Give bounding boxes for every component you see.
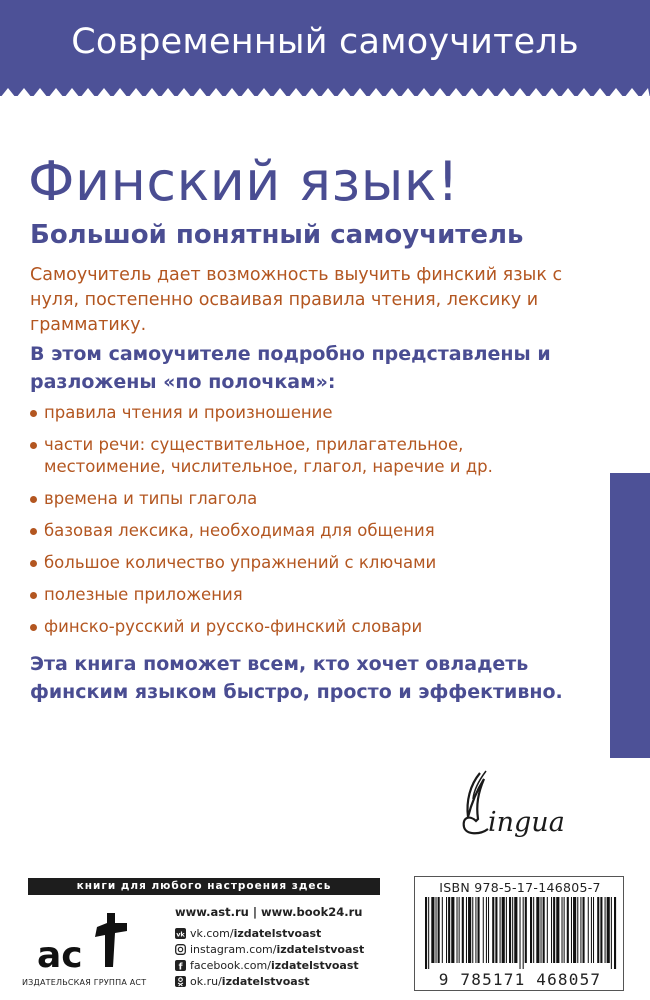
barcode-bar bbox=[577, 897, 578, 963]
barcode-bar bbox=[573, 897, 576, 963]
website-links[interactable]: www.ast.ru | www.book24.ru bbox=[175, 905, 363, 919]
barcode-bar bbox=[478, 897, 480, 963]
facebook-icon bbox=[175, 960, 186, 971]
barcode-bar bbox=[556, 897, 559, 963]
barcode-bar bbox=[551, 897, 552, 963]
barcode-bar bbox=[448, 897, 450, 963]
svg-text:ingua: ingua bbox=[488, 807, 565, 838]
list-item: времена и типы глагола bbox=[30, 488, 590, 510]
list-item: большое количество упражнений с ключами bbox=[30, 552, 590, 574]
barcode-bar bbox=[530, 897, 532, 963]
barcode-digits: 9 785171 468057 bbox=[438, 970, 602, 989]
zigzag-edge bbox=[0, 84, 650, 98]
barcode bbox=[423, 897, 617, 969]
intro-paragraph: Самоучитель дает возможность выучить финский язык с нуля, постепенно осваивая правила чтения, лексику и грамматику. bbox=[30, 265, 563, 335]
isbn-number: ISBN 978-5-17-146805-7 bbox=[439, 880, 601, 895]
book-title: Финский язык! bbox=[28, 150, 460, 213]
barcode-bar bbox=[483, 897, 484, 963]
barcode-bar bbox=[536, 897, 539, 963]
barcode-bar bbox=[425, 897, 427, 969]
barcode-bar bbox=[597, 897, 599, 963]
social-link-ok[interactable]: ok.ru/ izdatelstvoast bbox=[175, 973, 364, 989]
barcode-bar bbox=[438, 897, 440, 963]
detail-heading: В этом самоучителе подробно представлены и разложены «по полочкам»: bbox=[30, 343, 551, 393]
bullet-icon bbox=[30, 496, 37, 503]
publisher-caption: ИЗДАТЕЛЬСКАЯ ГРУППА АСТ bbox=[22, 978, 147, 987]
barcode-bar bbox=[428, 897, 429, 969]
barcode-bar bbox=[492, 897, 494, 963]
barcode-bar bbox=[500, 897, 501, 963]
barcode-bar bbox=[506, 897, 507, 963]
social-link-facebook[interactable]: f facebook.com/ izdatelstvoast bbox=[175, 957, 364, 973]
list-item: финско-русский и русско-финский словари bbox=[30, 616, 590, 638]
barcode-bar bbox=[486, 897, 487, 963]
barcode-bar bbox=[593, 897, 594, 963]
publisher-contacts bbox=[175, 905, 364, 989]
bullet-icon bbox=[30, 560, 37, 567]
vk-icon bbox=[175, 928, 186, 939]
barcode-bar bbox=[614, 897, 616, 969]
book-subtitle: Большой понятный самоучитель bbox=[30, 220, 524, 250]
barcode-bar bbox=[457, 897, 458, 963]
barcode-bar bbox=[525, 897, 527, 963]
barcode-bar bbox=[580, 897, 581, 963]
barcode-bar bbox=[466, 897, 467, 963]
barcode-bar bbox=[436, 897, 437, 963]
barcode-bar bbox=[520, 897, 521, 969]
bullet-icon bbox=[30, 528, 37, 535]
barcode-bar bbox=[514, 897, 517, 963]
barcode-bar bbox=[512, 897, 513, 963]
barcode-bar bbox=[605, 897, 606, 963]
series-banner bbox=[0, 0, 650, 96]
barcode-bar bbox=[462, 897, 464, 963]
social-link-instagram[interactable]: instagram.com/ izdatelstvoast bbox=[175, 941, 364, 957]
list-item: правила чтения и произношение bbox=[30, 402, 590, 424]
barcode-bar bbox=[591, 897, 592, 963]
barcode-bar bbox=[472, 897, 473, 963]
barcode-bar bbox=[571, 897, 572, 963]
closing-statement: Эта книга поможет всем, кто хочет овладеть финским языком быстро, просто и эффективно. bbox=[30, 653, 563, 703]
bullet-icon bbox=[30, 410, 37, 417]
barcode-bar bbox=[543, 897, 545, 963]
bullet-icon bbox=[30, 592, 37, 599]
barcode-bar bbox=[459, 897, 460, 963]
tagline-bar: книги для любого настроения здесь bbox=[28, 878, 380, 895]
bullet-icon bbox=[30, 624, 37, 631]
ast-logo bbox=[35, 905, 135, 975]
barcode-bar bbox=[431, 897, 434, 963]
barcode-bar bbox=[583, 897, 585, 963]
barcode-panel bbox=[414, 876, 624, 991]
svg-text:ac: ac bbox=[37, 935, 83, 975]
barcode-bar bbox=[475, 897, 476, 963]
ok-icon bbox=[175, 976, 186, 987]
barcode-bar bbox=[541, 897, 542, 963]
feature-list bbox=[30, 402, 590, 648]
barcode-bar bbox=[567, 897, 569, 963]
side-accent-bar bbox=[610, 473, 650, 758]
barcode-bar bbox=[607, 897, 610, 963]
bullet-icon bbox=[30, 442, 37, 449]
barcode-bar bbox=[523, 897, 524, 969]
list-item: части речи: существительное, прилагательное, местоимение, числительное, глагол, наречие и др. bbox=[30, 434, 590, 478]
barcode-bar bbox=[588, 897, 589, 963]
barcode-bar bbox=[468, 897, 471, 963]
lingua-logo bbox=[440, 765, 580, 865]
barcode-bar bbox=[495, 897, 497, 963]
barcode-bar bbox=[553, 897, 555, 963]
barcode-bar bbox=[600, 897, 602, 963]
barcode-bar bbox=[562, 897, 563, 963]
barcode-bar bbox=[533, 897, 534, 963]
barcode-bar bbox=[502, 897, 505, 963]
barcode-bar bbox=[446, 897, 447, 963]
svg-text:f: f bbox=[178, 961, 183, 971]
barcode-bar bbox=[611, 897, 612, 969]
list-item: полезные приложения bbox=[30, 584, 590, 606]
social-link-vk[interactable]: vk vk.com/ izdatelstvoast bbox=[176, 926, 322, 940]
barcode-bar bbox=[442, 897, 443, 963]
barcode-bar bbox=[451, 897, 454, 963]
barcode-bar bbox=[564, 897, 565, 963]
series-title: Современный самоучитель bbox=[71, 22, 579, 62]
barcode-bar bbox=[547, 897, 548, 963]
instagram-icon bbox=[175, 944, 186, 955]
svg-text:vk: vk bbox=[176, 929, 185, 938]
list-item: базовая лексика, необходимая для общения bbox=[30, 520, 590, 542]
barcode-bar bbox=[509, 897, 511, 963]
barcode-bar bbox=[488, 897, 489, 963]
